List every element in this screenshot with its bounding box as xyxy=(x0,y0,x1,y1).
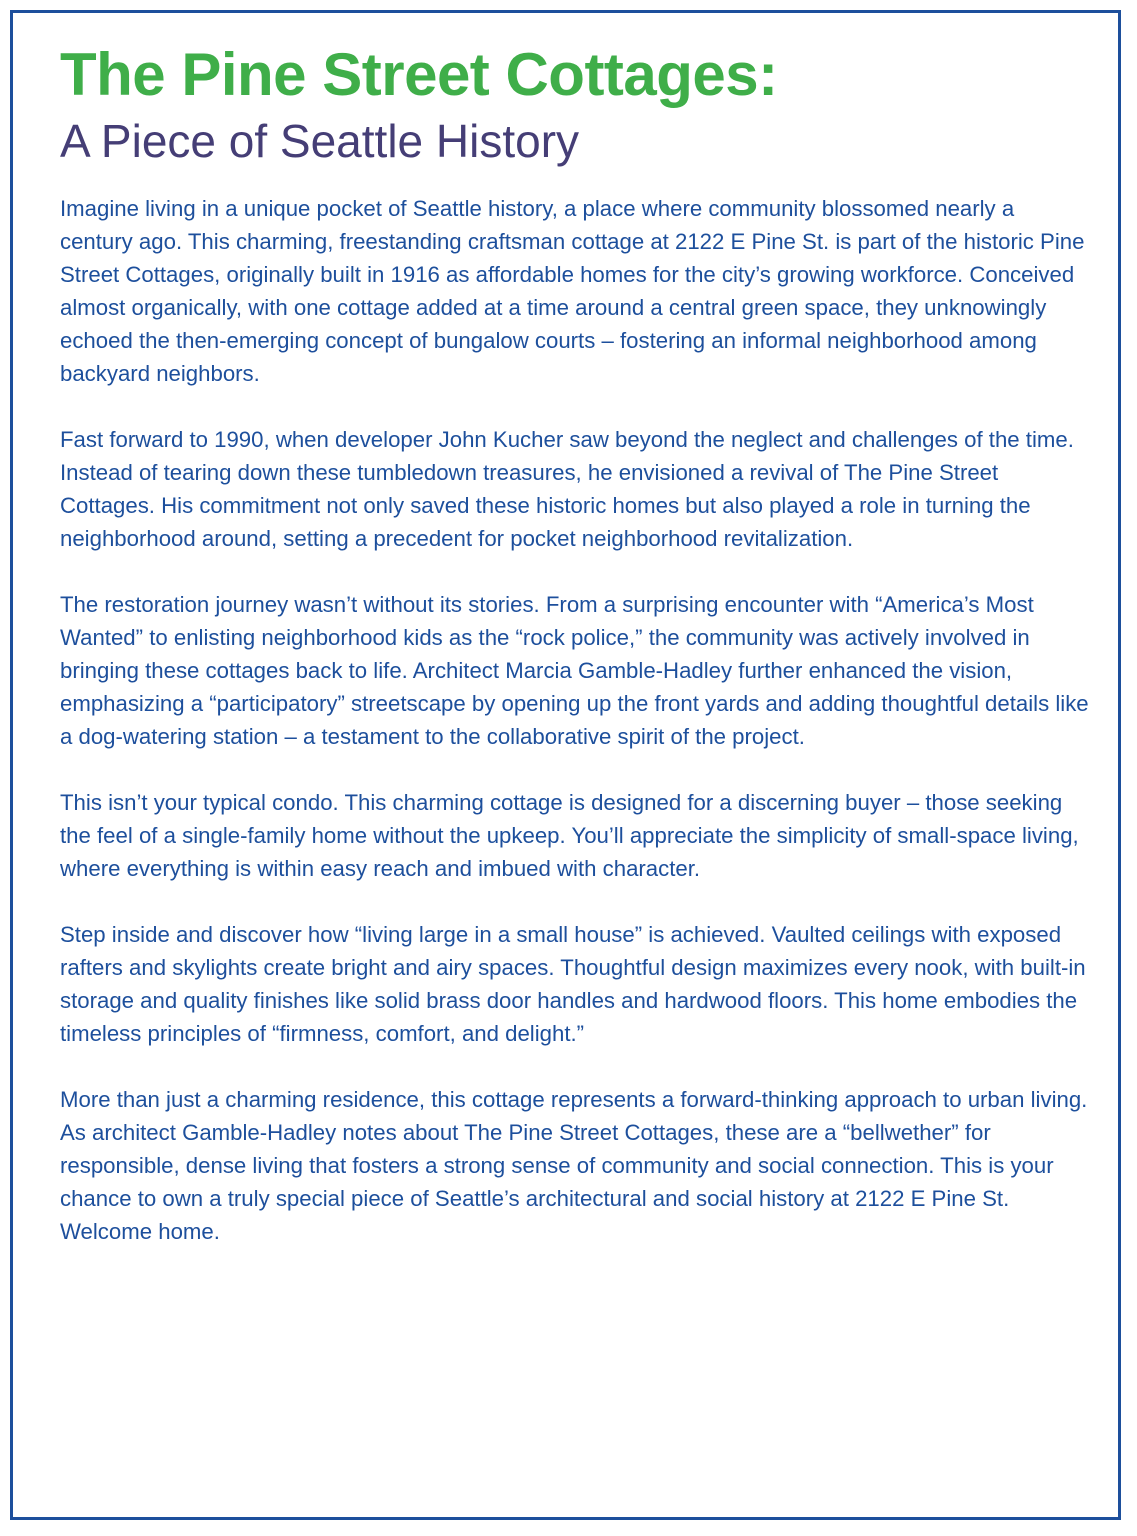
paragraph-interior: Step inside and discover how “living large in a small house” is achieved. Vaulted ceilings with exposed rafters and skylights create bright and airy spaces. Thoughtful design maximizes every nook, with built-in storage and quality finishes like solid brass door handles and hardwood floors. This home embodies the timeless principles of “firmness, comfort, and delight.” xyxy=(60,922,1086,1046)
paragraph-restoration: The restoration journey wasn’t without its stories. From a surprising encounter with “America’s Most Wanted” to enlisting neighborhood kids as the “rock police,” the community was actively involved in bringing these cottages back to life. Architect Marcia Gamble-Hadley further enhanced the vision, emphasizing a “participatory” streetscape by opening up the front yards and adding thoughtful details like a dog-watering station – a testament to the collaborative spirit of the project. xyxy=(60,592,1089,749)
document-content xyxy=(60,40,1090,1248)
article-body xyxy=(60,192,1090,1248)
paragraph-history: Imagine living in a unique pocket of Seattle history, a place where community blossomed nearly a century ago. This charming, freestanding craftsman cottage at 2122 E Pine St. is part of the historic Pine Street Cottages, originally built in 1916 as affordable homes for the city’s growing workforce. Conceived almost organically, with one cottage added at a time around a central green space, they unknowingly echoed the then-emerging concept of bungalow courts – fostering an informal neighborhood among backyard neighbors. xyxy=(60,196,1085,386)
page-title: The Pine Street Cottages: xyxy=(60,41,778,108)
paragraph-buyer: This isn’t your typical condo. This charming cottage is designed for a discerning buyer – those seeking the feel of a single-family home without the upkeep. You’ll appreciate the simplicity of small-space living, where everything is within easy reach and imbued with character. xyxy=(60,790,1079,881)
paragraph-revival: Fast forward to 1990, when developer John Kucher saw beyond the neglect and challenges of the time. Instead of tearing down these tumbledown treasures, he envisioned a revival of The Pine Street Cottages. His commitment not only saved these historic homes but also played a role in turning the neighborhood around, setting a precedent for pocket neighborhood revitalization. xyxy=(60,427,1074,551)
paragraph-closing: More than just a charming residence, this cottage represents a forward-thinking approach to urban living. As architect Gamble-Hadley notes about The Pine Street Cottages, these are a “bellwether” for responsible, dense living that fosters a strong sense of community and social connection. This is your chance to own a truly special piece of Seattle’s architectural and social history at 2122 E Pine St. Welcome home. xyxy=(60,1087,1088,1244)
page-subtitle: A Piece of Seattle History xyxy=(60,115,580,167)
